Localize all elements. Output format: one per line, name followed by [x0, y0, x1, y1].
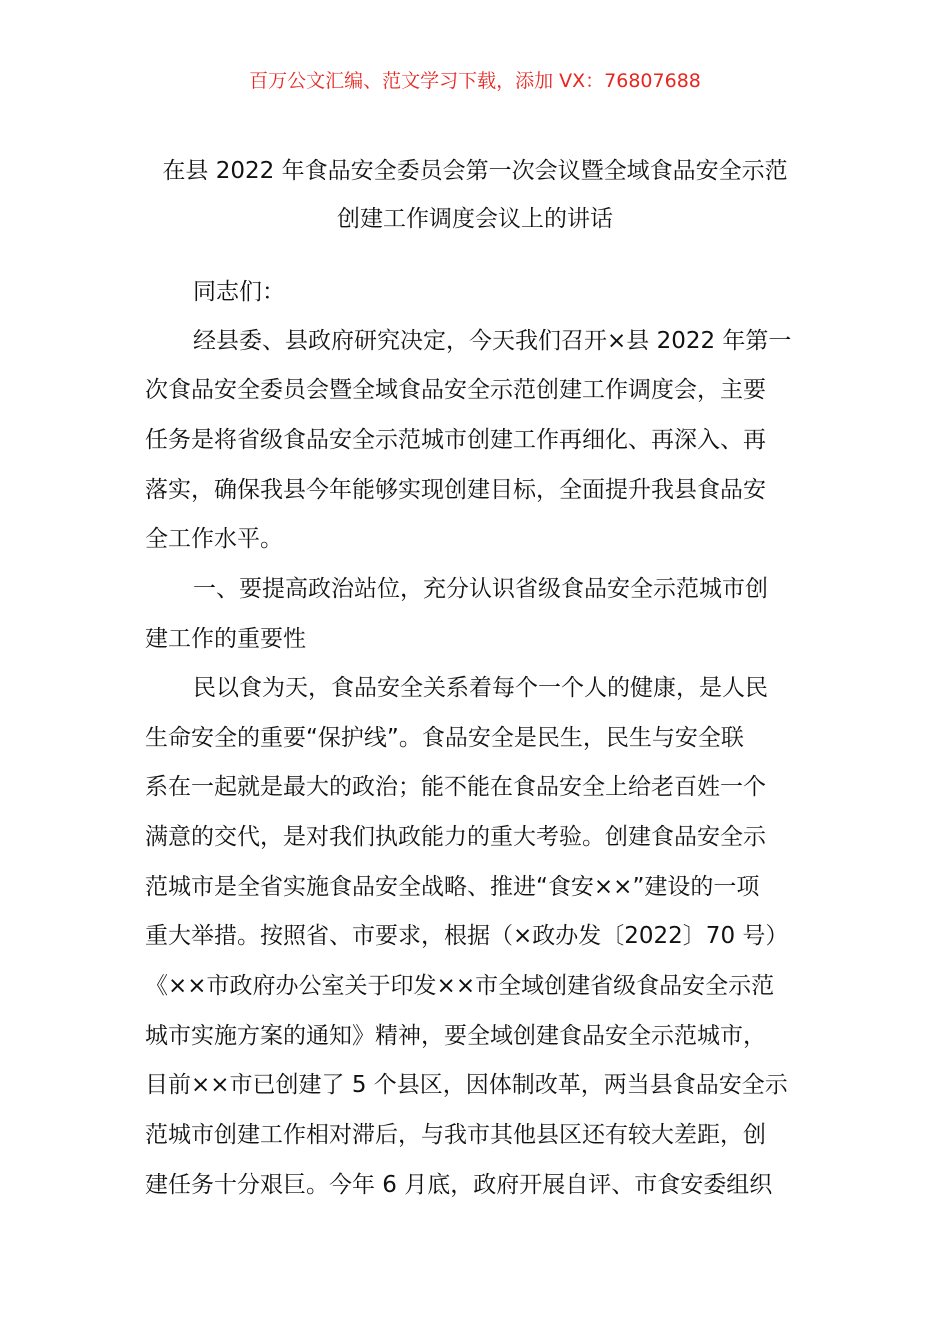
body-line: 次食品安全委员会暨全域食品安全示范创建工作调度会，主要	[145, 377, 766, 403]
body-line: 系在一起就是最大的政治；能不能在食品安全上给老百姓一个	[145, 774, 766, 800]
body-line: 全工作水平。	[145, 526, 283, 552]
document-title-line-2: 创建工作调度会议上的讲话	[337, 206, 613, 232]
body-line: 目前××市已创建了 5 个县区，因体制改革，两当县食品安全示	[145, 1072, 788, 1098]
body-line: 经县委、县政府研究决定，今天我们召开×县 2022 年第一	[193, 328, 792, 354]
body-line: 民以食为天，食品安全关系着每个一个人的健康，是人民	[193, 675, 768, 701]
body-line: 重大举措。按照省、市要求，根据（×政办发〔2022〕70 号）	[145, 923, 789, 949]
body-line: 任务是将省级食品安全示范城市创建工作再细化、再深入、再	[145, 427, 766, 453]
body-line: 落实，确保我县今年能够实现创建目标，全面提升我县食品安	[145, 477, 766, 503]
section-heading-line: 一、要提高政治站位，充分认识省级食品安全示范城市创	[193, 576, 768, 602]
body-line: 城市实施方案的通知》精神，要全域创建食品安全示范城市，	[145, 1023, 766, 1049]
body-line: 满意的交代，是对我们执政能力的重大考验。创建食品安全示	[145, 824, 766, 850]
body-line: 《××市政府办公室关于印发××市全域创建省级食品安全示范	[145, 973, 775, 999]
body-line: 范城市是全省实施食品安全战略、推进“食安××”建设的一项	[145, 874, 760, 900]
body-line: 建任务十分艰巨。今年 6 月底，政府开展自评、市食安委组织	[145, 1172, 773, 1198]
header-note: 百万公文汇编、范文学习下载，添加 VX：76807688	[249, 70, 701, 92]
salutation: 同志们：	[193, 279, 285, 305]
body-line: 范城市创建工作相对滞后，与我市其他县区还有较大差距，创	[145, 1122, 766, 1148]
body-line: 生命安全的重要“保护线”。食品安全是民生，民生与安全联	[145, 725, 744, 751]
document-title-line-1: 在县 2022 年食品安全委员会第一次会议暨全域食品安全示范	[162, 158, 788, 184]
section-heading-line: 建工作的重要性	[145, 626, 306, 652]
